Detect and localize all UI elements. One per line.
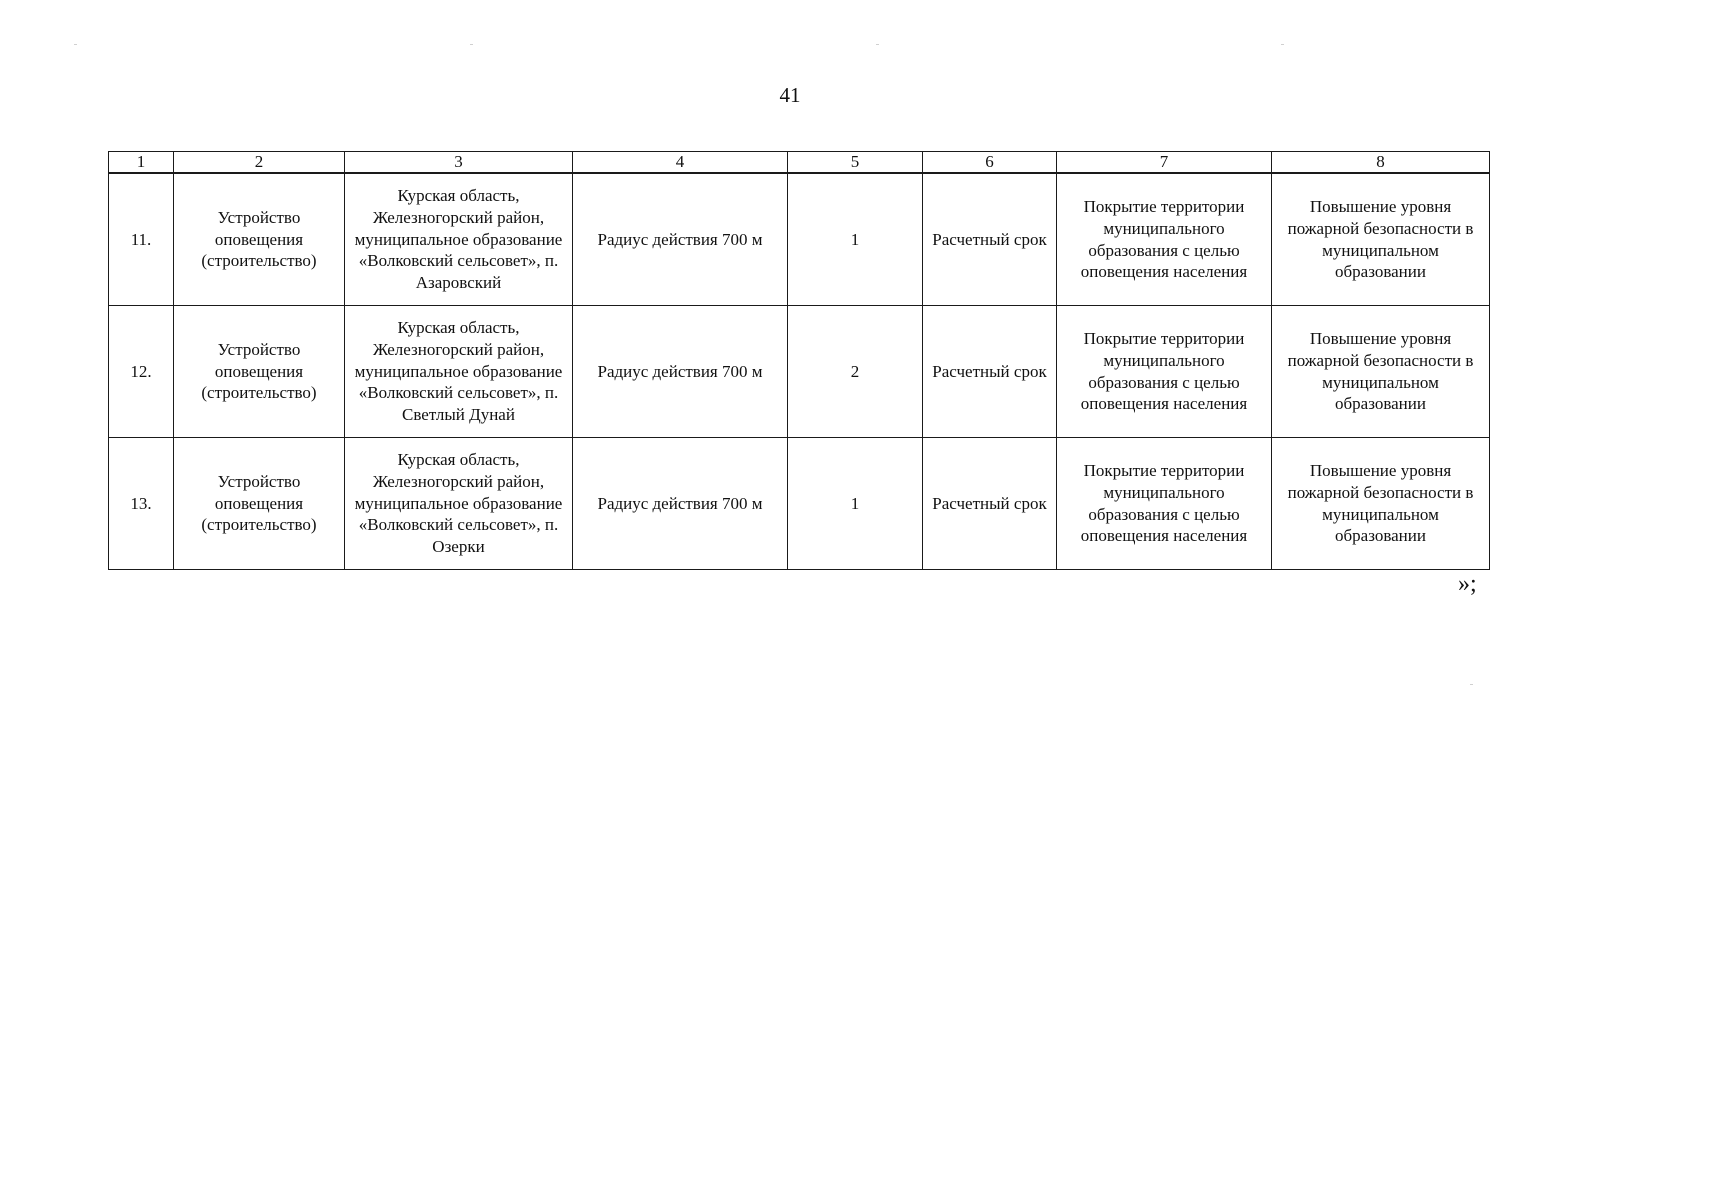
purpose: Покрытие территории муниципального образования с целью оповещения населения	[1080, 460, 1248, 546]
location: Курская область, Железногорский район, муниципальное образование «Волковский сельсовет», п. Азаровский	[354, 186, 563, 293]
column-number: 5	[788, 152, 923, 174]
object-name: Устройство оповещения (строительство)	[201, 207, 317, 271]
quantity: 1	[850, 493, 860, 513]
effect-cell	[1272, 438, 1490, 570]
table-row	[109, 438, 1490, 570]
column-number: 3	[345, 152, 573, 174]
term-cell	[923, 173, 1057, 306]
characteristic-cell	[573, 173, 788, 306]
location: Курская область, Железногорский район, муниципальное образование «Волковский сельсовет», п. Светлый Дунай	[354, 318, 563, 425]
term-cell	[923, 306, 1057, 438]
effect: Повышение уровня пожарной безопасности в муниципальном образовании	[1287, 460, 1474, 546]
quantity: 2	[850, 361, 860, 381]
quantity-cell	[788, 438, 923, 570]
closing-quote-mark: »;	[1458, 571, 1477, 597]
characteristic: Радиус действия 700 м	[597, 493, 763, 513]
characteristic-cell	[573, 306, 788, 438]
column-number: 2	[174, 152, 345, 174]
scan-speck	[74, 44, 77, 45]
row-number-cell	[109, 438, 174, 570]
quantity: 1	[850, 229, 860, 249]
purpose-cell	[1057, 306, 1272, 438]
object-name-cell	[174, 173, 345, 306]
row-number-cell	[109, 173, 174, 306]
row-number: 12.	[130, 361, 152, 381]
column-number: 6	[923, 152, 1057, 174]
effect: Повышение уровня пожарной безопасности в муниципальном образовании	[1287, 196, 1474, 282]
row-number: 11.	[130, 229, 152, 249]
scan-speck	[470, 44, 473, 45]
location: Курская область, Железногорский район, муниципальное образование «Волковский сельсовет», п. Озерки	[354, 450, 563, 557]
page-number: 41	[779, 83, 801, 107]
object-name-cell	[174, 438, 345, 570]
effect: Повышение уровня пожарной безопасности в муниципальном образовании	[1287, 328, 1474, 414]
object-name: Устройство оповещения (строительство)	[201, 339, 317, 403]
term: Расчетный срок	[932, 229, 1047, 249]
purpose-cell	[1057, 173, 1272, 306]
characteristic: Радиус действия 700 м	[597, 229, 763, 249]
column-number: 4	[573, 152, 788, 174]
column-number: 1	[109, 152, 174, 174]
characteristic: Радиус действия 700 м	[597, 361, 763, 381]
column-number: 7	[1057, 152, 1272, 174]
column-number-row	[109, 152, 1490, 174]
column-number: 8	[1272, 152, 1490, 174]
quantity-cell	[788, 306, 923, 438]
purpose: Покрытие территории муниципального образования с целью оповещения населения	[1080, 196, 1248, 282]
characteristic-cell	[573, 438, 788, 570]
purpose-cell	[1057, 438, 1272, 570]
location-cell	[345, 173, 573, 306]
term: Расчетный срок	[932, 361, 1047, 381]
object-name: Устройство оповещения (строительство)	[201, 471, 317, 535]
effect-cell	[1272, 306, 1490, 438]
term-cell	[923, 438, 1057, 570]
table-row	[109, 173, 1490, 306]
row-number: 13.	[130, 493, 152, 513]
location-cell	[345, 438, 573, 570]
object-name-cell	[174, 306, 345, 438]
table-row	[109, 306, 1490, 438]
purpose: Покрытие территории муниципального образования с целью оповещения населения	[1080, 328, 1248, 414]
term: Расчетный срок	[932, 493, 1047, 513]
quantity-cell	[788, 173, 923, 306]
row-number-cell	[109, 306, 174, 438]
effect-cell	[1272, 173, 1490, 306]
scan-speck	[1281, 44, 1284, 45]
scan-speck	[1470, 684, 1473, 685]
planned-objects-table	[108, 151, 1490, 570]
scan-speck	[876, 44, 879, 45]
location-cell	[345, 306, 573, 438]
